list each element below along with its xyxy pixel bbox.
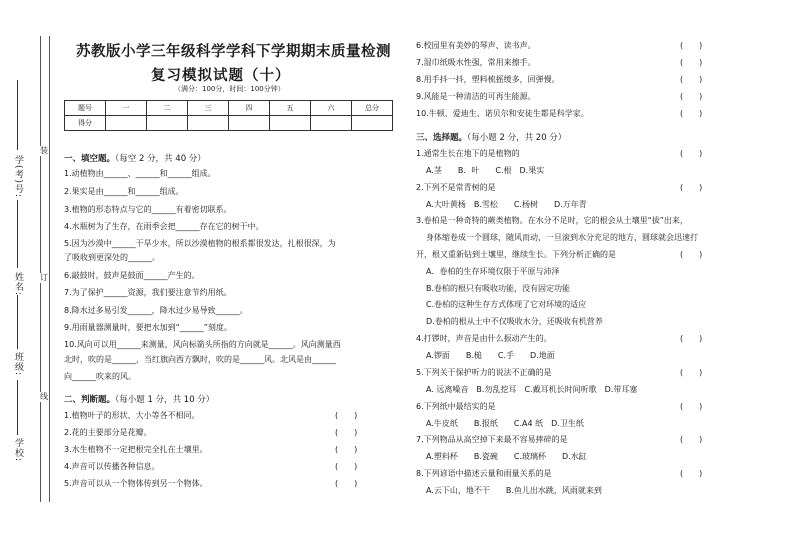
judge-question-4: 4.声音可以传播各种信息。 (64, 462, 160, 471)
name-line (17, 200, 18, 268)
fill-question-4: 4.水瓶树为了生存，在雨季会把______存在它的树干中。 (64, 222, 264, 231)
answer-paren[interactable]: ( ) (680, 469, 703, 478)
fill-question-3: 3.植物的形态特点与它的______有着密切联系。 (64, 205, 232, 214)
seal-char-3: 线 (40, 392, 48, 401)
fill-question-5: 5.因为沙漠中______干旱少水，所以沙漠植物的根系都很发达，扎根很深，为 (64, 239, 336, 248)
section-3-title: 三、选择题。 (416, 133, 468, 143)
score-entry-cell[interactable] (270, 116, 311, 131)
score-cell: 得分 (65, 116, 106, 131)
section-2-title: 二、判断题。 (64, 395, 116, 405)
answer-paren[interactable]: ( ) (680, 41, 703, 50)
section-1-title: 一、填空题。 (64, 154, 116, 164)
exam-info: （满分：100分，时间：100分钟） (174, 85, 285, 93)
judge-question-2: 2.花的主要部分是花瓣。 (64, 428, 152, 437)
answer-paren[interactable]: ( ) (680, 92, 703, 101)
answer-paren[interactable]: ( ) (680, 250, 703, 259)
choice-question-4: 4.打锣时，声音是由什么振动产生的。 (416, 334, 552, 343)
school-label: 学校: (13, 438, 23, 463)
choice-option-3c: C.卷柏的这种生存方式体现了它对环境的适应 (426, 300, 587, 309)
school-line (17, 380, 18, 435)
fill-question-1: 1.动植物由______、______和______组成。 (64, 169, 216, 178)
judge-question-8: 8.用手抖一抖，塑料梳摇缓多，回弹慢。 (416, 75, 560, 84)
answer-paren[interactable]: ( ) (680, 435, 703, 444)
score-cell: 总分 (352, 101, 393, 116)
section-2-heading (64, 393, 214, 405)
section-1-heading (64, 152, 206, 164)
score-entry-cell[interactable] (352, 116, 393, 131)
answer-paren[interactable]: ( ) (680, 368, 703, 377)
fill-question-2: 2.果实是由______和______组成。 (64, 187, 184, 196)
judge-question-3: 3.水生植物不一定把根完全扎在土壤里。 (64, 445, 208, 454)
student-id-line (17, 80, 18, 150)
score-entry-cell[interactable] (147, 116, 188, 131)
choice-option-3a: A．卷柏的生存环境仅限于平原与沛泽 (426, 267, 560, 276)
section-2-note: （每小题 1 分，共 10 分） (115, 395, 215, 405)
choice-question-3: 3.卷柏是一种奇特的蕨类植物。在水分不足时，它的根会从土壤里“拔”出来， (416, 216, 688, 225)
choice-question-8: 8.下列谚语中描述云量和雨量关系的是 (416, 469, 552, 478)
answer-paren[interactable]: ( ) (335, 411, 358, 420)
answer-paren[interactable]: ( ) (335, 462, 358, 471)
seal-char-2: 订 (40, 273, 48, 282)
fill-question-10-cont2: 向______吹来的风。 (64, 372, 136, 381)
score-cell: 二 (147, 101, 188, 116)
score-cell: 一 (106, 101, 147, 116)
score-cell: 五 (270, 101, 311, 116)
page-title: 苏教版小学三年级科学学科下学期期末质量检测 (76, 44, 391, 60)
score-cell: 三 (188, 101, 229, 116)
section-3-heading (416, 131, 566, 143)
choice-options-8: A.云下山，地不干 B.鱼儿出水跳，风雨就来到 (426, 486, 602, 495)
answer-paren[interactable]: ( ) (680, 334, 703, 343)
class-line (17, 295, 18, 349)
class-label: 班级: (13, 352, 23, 377)
answer-paren[interactable]: ( ) (335, 445, 358, 454)
score-table-header-row (65, 101, 393, 116)
student-id-label: 学(考)号: (13, 155, 23, 199)
answer-paren[interactable]: ( ) (680, 58, 703, 67)
score-entry-cell[interactable] (188, 116, 229, 131)
fill-question-10: 10.风向可以用______来测量，风向标箭头所指的方向就是______。风向测量西 (64, 340, 341, 349)
choice-question-7: 7.下列物品从高空掉下来最不容易摔碎的是 (416, 435, 568, 444)
answer-paren[interactable]: ( ) (680, 109, 703, 118)
fill-question-7: 7.为了保护______资源，我们要注意节约用纸。 (64, 288, 232, 297)
choice-options-6: A.牛皮纸 B.报纸 C.A4 纸 D.卫生纸 (426, 419, 584, 428)
name-label: 姓名: (13, 272, 23, 297)
answer-paren[interactable]: ( ) (680, 75, 703, 84)
judge-question-9: 9.风能是一种清洁的可再生能源。 (416, 92, 536, 101)
choice-options-7: A.塑料杯 B.瓷碗 C.玻璃杯 D.水缸 (426, 452, 587, 461)
choice-question-2: 2.下列不是常青树的是 (416, 183, 496, 192)
judge-question-10: 10.牛顿、爱迪生、诺贝尔和安徒生都是科学家。 (416, 109, 589, 118)
choice-question-6: 6.下列纸中最结实的是 (416, 402, 496, 411)
fill-question-5-cont: 了吸收到更深处的______。 (64, 253, 160, 262)
seal-char-1: 装 (40, 146, 48, 155)
judge-question-5: 5.声音可以从一个物体传到另一个物体。 (64, 479, 208, 488)
choice-options-5: A. 远离噪音 B.勿乱挖耳 C.戴耳机长时间听歌 D.带耳塞 (426, 385, 638, 394)
score-cell: 六 (311, 101, 352, 116)
score-cell: 题号 (65, 101, 106, 116)
choice-options-2: A.大叶黄杨 B.雪松 C.杨树 D.万年青 (426, 200, 587, 209)
answer-paren[interactable]: ( ) (335, 479, 358, 488)
choice-question-1: 1.通常生长在地下的是植物的 (416, 149, 520, 158)
fill-question-6: 6.敲鼓时，鼓声是鼓面______产生的。 (64, 271, 200, 280)
binding-separator (40, 36, 50, 502)
answer-paren[interactable]: ( ) (335, 428, 358, 437)
fill-question-8: 8.降水过多易引发______，降水过少易导致______。 (64, 306, 248, 315)
choice-question-5: 5.下列关于保护听力的说法不正确的是 (416, 368, 552, 377)
score-table (64, 100, 393, 131)
section-3-note: （每小题 2 分，共 20 分） (467, 133, 567, 143)
answer-paren[interactable]: ( ) (680, 183, 703, 192)
section-1-note: （每空 2 分，共 40 分） (115, 154, 206, 164)
fill-question-9: 9.用雨量器测量时，要把水加到“______”刻度。 (64, 323, 232, 332)
answer-paren[interactable]: ( ) (680, 149, 703, 158)
score-table-score-row (65, 116, 393, 131)
choice-options-4: A.锣面 B.槌 C.手 D.地面 (426, 351, 555, 360)
choice-option-3b: B.卷柏的根只有吸收功能，没有固定功能 (426, 284, 571, 293)
score-entry-cell[interactable] (106, 116, 147, 131)
judge-question-1: 1.植物叶子的形状、大小等各不相同。 (64, 411, 200, 420)
page-subtitle: 复习模拟试题（十） (151, 68, 291, 84)
score-entry-cell[interactable] (311, 116, 352, 131)
answer-paren[interactable]: ( ) (680, 402, 703, 411)
score-cell: 四 (229, 101, 270, 116)
choice-question-3-cont: 身体缩卷成一个圆球，随风而动，一旦滚到水分充足的地方，圆球就会迅速打 (426, 233, 698, 242)
judge-question-6: 6.校园里有美妙的琴声、读书声。 (416, 41, 536, 50)
fill-question-10-cont: 北时，吹的是______，当红旗向西方飘时，吹的是______风。北风是由______ (64, 355, 336, 364)
judge-question-7: 7.湿巾纸吸水性强，常用来擦手。 (416, 58, 536, 67)
choice-option-3d: D.卷柏的根从土中不仅吸收水分，还吸收有机营养 (426, 317, 603, 326)
choice-question-3-cont2: 开，根又重新钻到土壤里，继续生长。下列分析正确的是 (416, 250, 616, 259)
score-entry-cell[interactable] (229, 116, 270, 131)
choice-options-1: A.茎 B．叶 C.根 D.果实 (426, 166, 545, 175)
